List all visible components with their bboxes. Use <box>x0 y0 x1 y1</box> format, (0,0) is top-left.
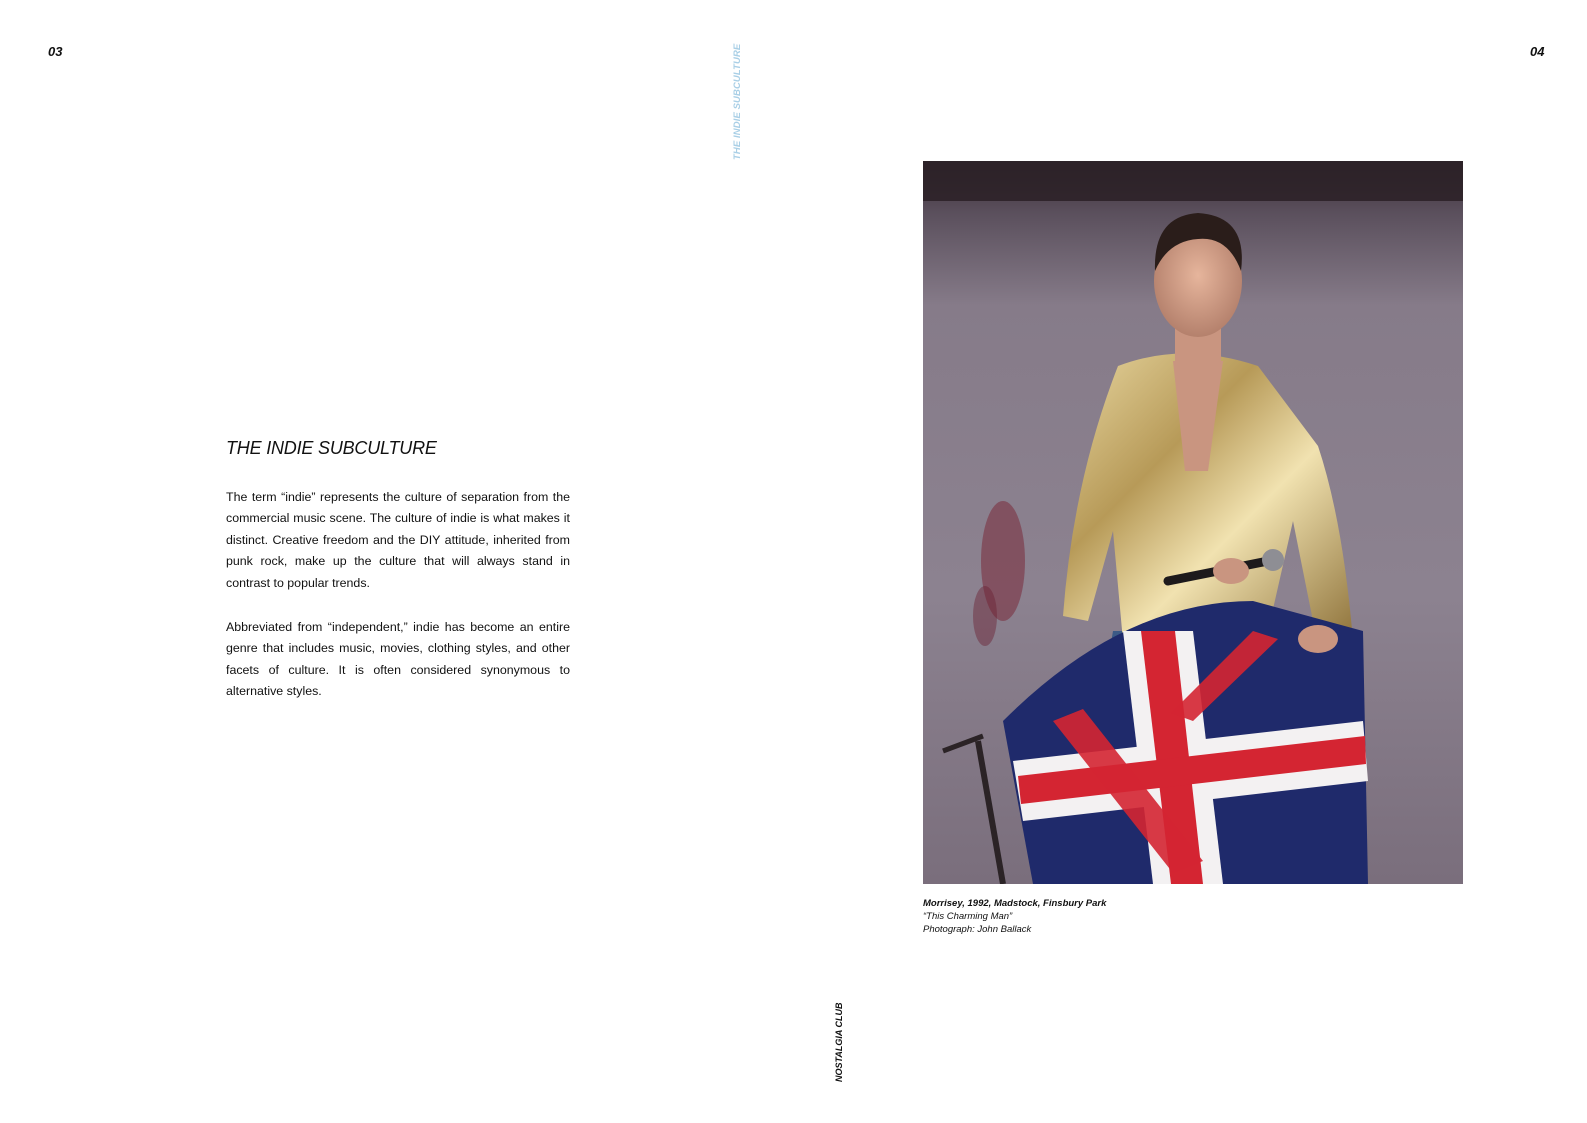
footer-brand: NOSTALGIA CLUB <box>834 1002 844 1082</box>
photo-caption-subtitle: “This Charming Man” <box>923 911 1013 922</box>
photo-caption-title: Morrisey, 1992, Madstock, Finsbury Park <box>923 898 1107 909</box>
article-paragraph-1: The term “indie” represents the culture of separation from the commercial music scene. The culture of indie is what makes it distinct. Creative freedom and the DIY attitude, inherited from punk rock, make up the culture that will always stand in contrast to popular trends. <box>226 490 570 590</box>
backdrop-stain-2 <box>973 586 997 646</box>
concert-photograph <box>923 161 1463 884</box>
left-hand <box>1213 558 1249 584</box>
photograph-illustration <box>923 161 1463 884</box>
photo-caption-credit: Photograph: John Ballack <box>923 924 1032 935</box>
right-hand <box>1298 625 1338 653</box>
running-title: THE INDIE SUBCULTURE <box>732 43 743 160</box>
page-number-left: 03 <box>48 44 63 59</box>
article-paragraph-2: Abbreviated from “independent,” indie has become an entire genre that includes music, movies, clothing styles, and other facets of culture. It is often considered synonymous to alternative styles. <box>226 620 570 699</box>
page-number-right: 04 <box>1530 44 1545 59</box>
article-heading: THE INDIE SUBCULTURE <box>226 438 437 458</box>
stage-top-shadow <box>923 161 1463 201</box>
microphone-head <box>1262 549 1284 571</box>
